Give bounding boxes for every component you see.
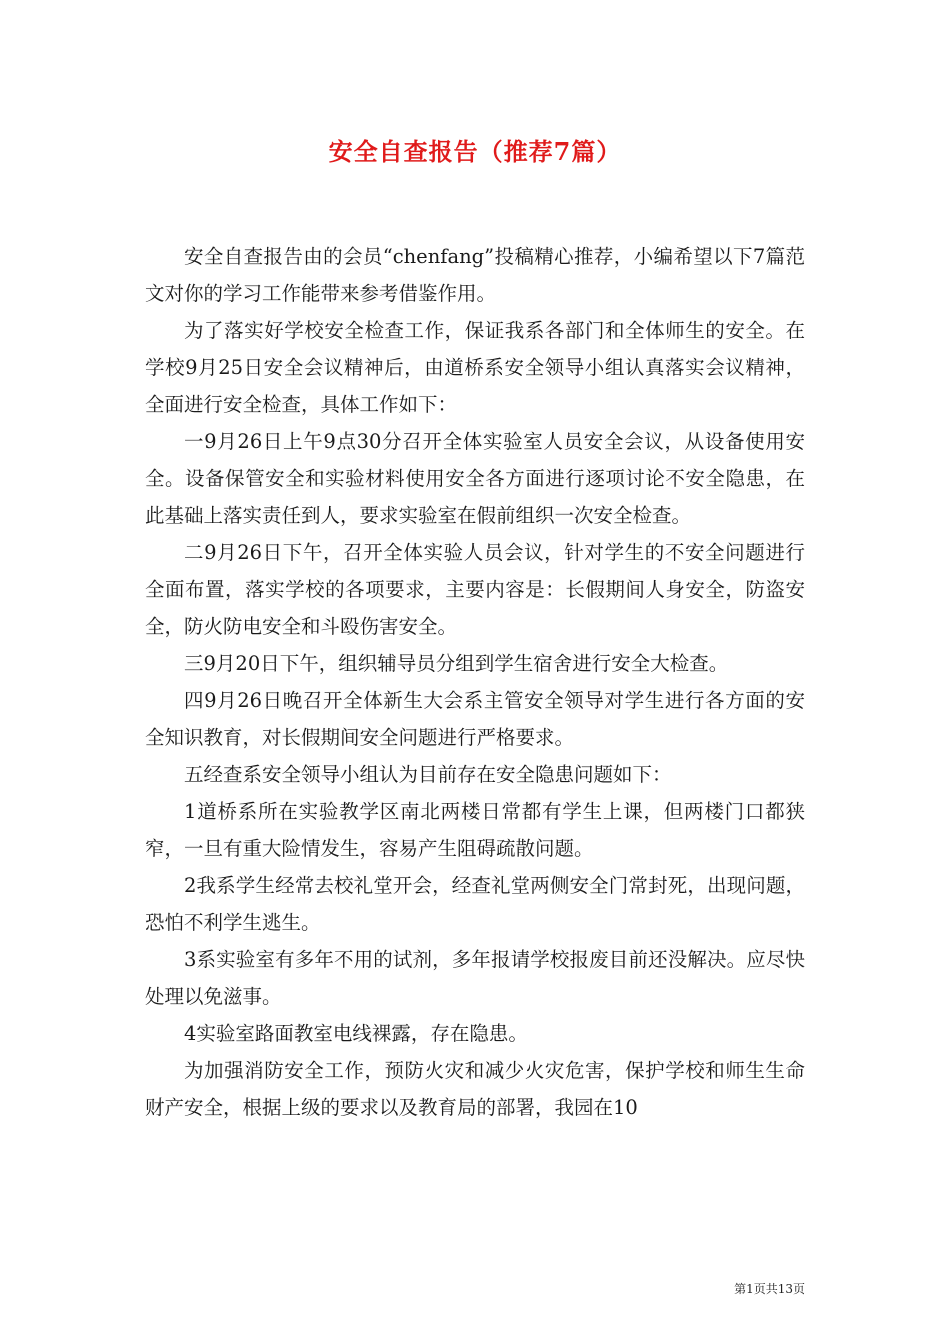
paragraph: 4实验室路面教室电线裸露，存在隐患。 xyxy=(184,1022,528,1045)
document-body xyxy=(145,238,805,1126)
paragraph: 3系实验室有多年不用的试剂，多年报请学校报废目前还没解决。应尽快处理以免滋事。 xyxy=(145,948,805,1008)
document-title: 安全自查报告（推荐7篇） xyxy=(328,137,622,166)
page-footer: 第1页共13页 xyxy=(734,1282,805,1296)
paragraph: 四9月26日晚召开全体新生大会系主管安全领导对学生进行各方面的安全知识教育，对长假期间安全问题进行严格要求。 xyxy=(145,689,805,749)
paragraph: 三9月20日下午，组织辅导员分组到学生宿舍进行安全大检查。 xyxy=(184,652,729,675)
paragraph: 二9月26日下午，召开全体实验人员会议，针对学生的不安全问题进行全面布置，落实学校的各项要求，主要内容是：长假期间人身安全，防盗安全，防火防电安全和斗殴伤害安全。 xyxy=(145,541,805,638)
paragraph: 为了落实好学校安全检查工作，保证我系各部门和全体师生的安全。在学校9月25日安全会议精神后，由道桥系安全领导小组认真落实会议精神，全面进行安全检查，具体工作如下： xyxy=(145,319,805,416)
paragraph: 为加强消防安全工作，预防火灾和减少火灾危害，保护学校和师生生命财产安全，根据上级的要求以及教育局的部署，我园在10 xyxy=(145,1059,805,1119)
paragraph: 2我系学生经常去校礼堂开会，经查礼堂两侧安全门常封死，出现问题，恐怕不利学生逃生。 xyxy=(145,874,805,934)
paragraph: 1道桥系所在实验教学区南北两楼日常都有学生上课，但两楼门口都狭窄，一旦有重大险情发生，容易产生阻碍疏散问题。 xyxy=(145,800,805,860)
paragraph: 五经查系安全领导小组认为目前存在安全隐患问题如下： xyxy=(184,763,672,786)
paragraph: 安全自查报告由的会员“chenfang”投稿精心推荐，小编希望以下7篇范文对你的学习工作能带来参考借鉴作用。 xyxy=(145,245,805,305)
paragraph: 一9月26日上午9点30分召开全体实验室人员安全会议，从设备使用安全。设备保管安全和实验材料使用安全各方面进行逐项讨论不安全隐患，在此基础上落实责任到人，要求实验室在假前组织一次安全检查。 xyxy=(145,430,805,527)
